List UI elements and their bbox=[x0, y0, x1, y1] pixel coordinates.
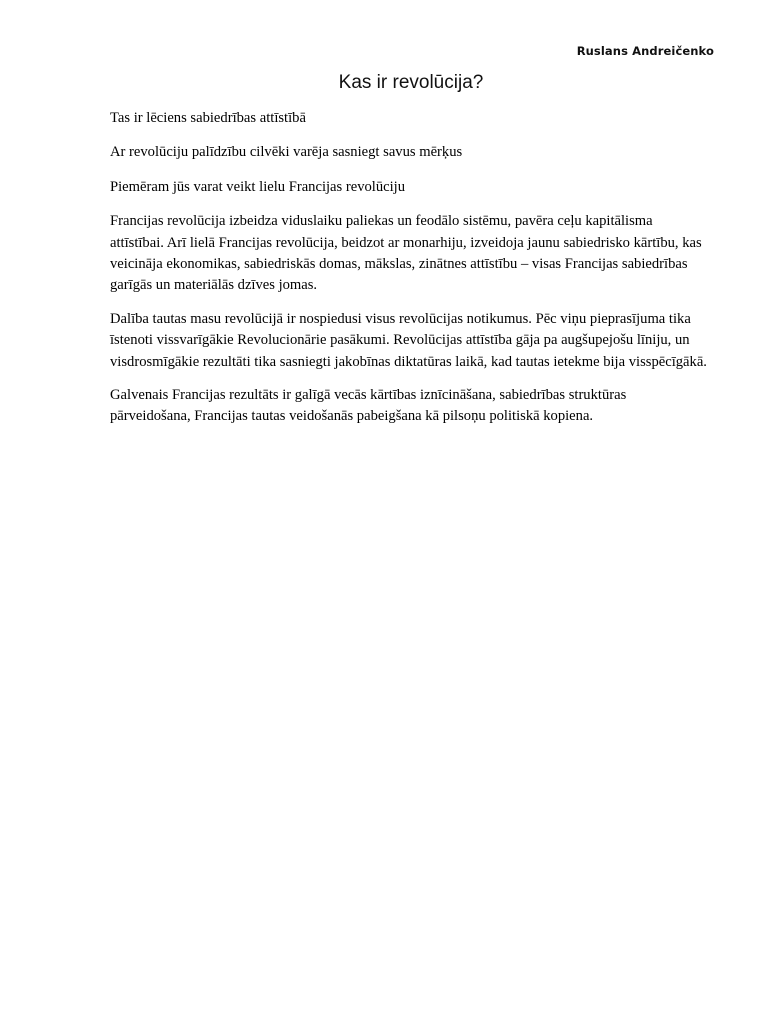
paragraph-5: Dalība tautas masu revolūcijā ir nospiedusi visus revolūcijas notikumus. Pēc viņu pieprasījuma tika īstenoti vissvarīgākie Revolucionārie pasākumi. Revolūcijas attīstība gāja pa augšupejošu līniju, un visdrosmīgākie rezultāti tika sasniegti jakobīnas diktatūras laikā, kad tautas ietekme bija visspēcīgākā. bbox=[110, 310, 707, 370]
paragraph-4: Francijas revolūcija izbeidza viduslaiku paliekas un feodālo sistēmu, pavēra ceļu kapitālisma attīstībai. Arī lielā Francijas revolūcija, beidzot ar monarhiju, izveidoja jaunu sabiedrisko kārtību, kas veicināja ekonomikas, sabiedriskās domas, mākslas, zinātnes attīstību – visas Francijas sabiedrības garīgās un materiālās dzīves jomas. bbox=[110, 213, 702, 294]
paragraph-3: Piemēram jūs varat veikt lielu Francijas revolūciju bbox=[110, 178, 406, 195]
document-body bbox=[110, 108, 710, 440]
paragraph-6: Galvenais Francijas rezultāts ir galīgā vecās kārtības iznīcināšana, sabiedrības struktūras pārveidošana, Francijas tautas veidošanās pabeigšana kā pilsoņu politiskā kopiena. bbox=[110, 387, 627, 425]
paragraph-1: Tas ir lēciens sabiedrības attīstībā bbox=[110, 110, 306, 126]
paragraph-2: Ar revolūciju palīdzību cilvēki varēja sasniegt savus mērķus bbox=[110, 144, 463, 161]
author-name: Ruslans Andreičenko bbox=[576, 44, 714, 58]
page-title: Kas ir revolūcija? bbox=[338, 72, 484, 93]
